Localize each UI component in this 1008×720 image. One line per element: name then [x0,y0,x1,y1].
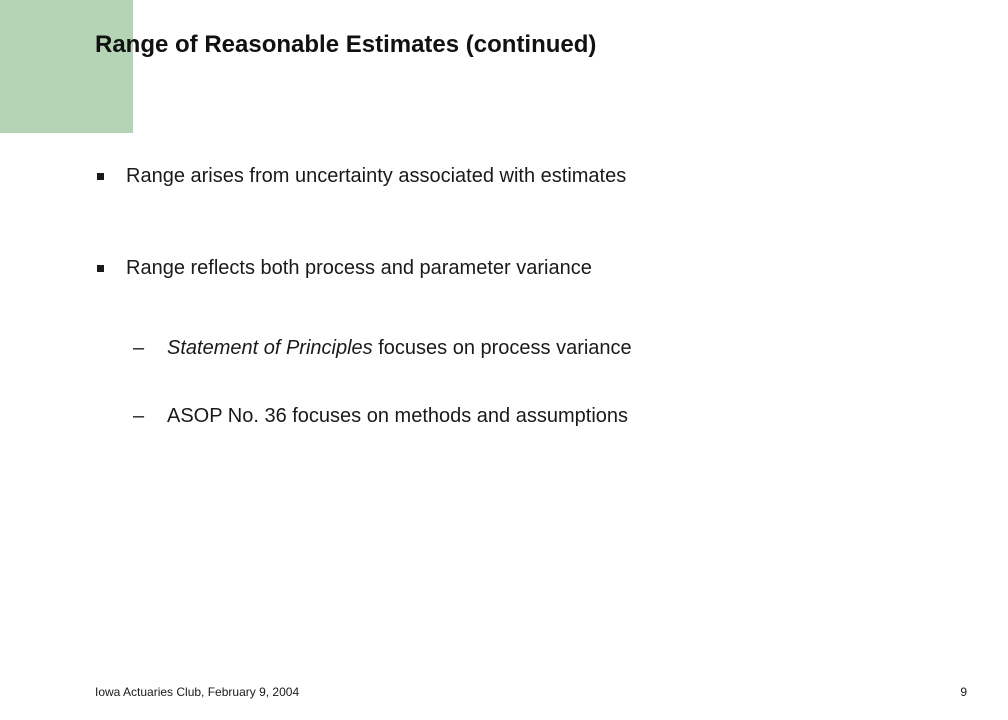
bullet-text: Range reflects both process and parameter variance [126,257,592,279]
sub-bullet-item-2 [133,405,628,428]
bullet-item-2 [97,257,592,280]
sub-bullet-rest: focuses on process variance [372,337,632,359]
sub-bullet-text [167,337,632,360]
footer-caption: Iowa Actuaries Club, February 9, 2004 [95,685,300,699]
page-number: 9 [960,685,967,699]
dash-marker: – [133,405,145,427]
square-bullet-icon [97,173,104,180]
square-bullet-icon [97,265,104,272]
sub-bullet-text: ASOP No. 36 focuses on methods and assumptions [167,405,629,427]
accent-block [0,0,133,133]
italic-reference: Statement of Principles [167,337,373,359]
dash-marker: – [133,337,145,359]
sub-bullet-item-1 [133,337,632,360]
bullet-item-1 [97,165,626,188]
slide-title: Range of Reasonable Estimates (continued) [95,31,597,58]
bullet-text: Range arises from uncertainty associated with estimates [126,165,627,187]
